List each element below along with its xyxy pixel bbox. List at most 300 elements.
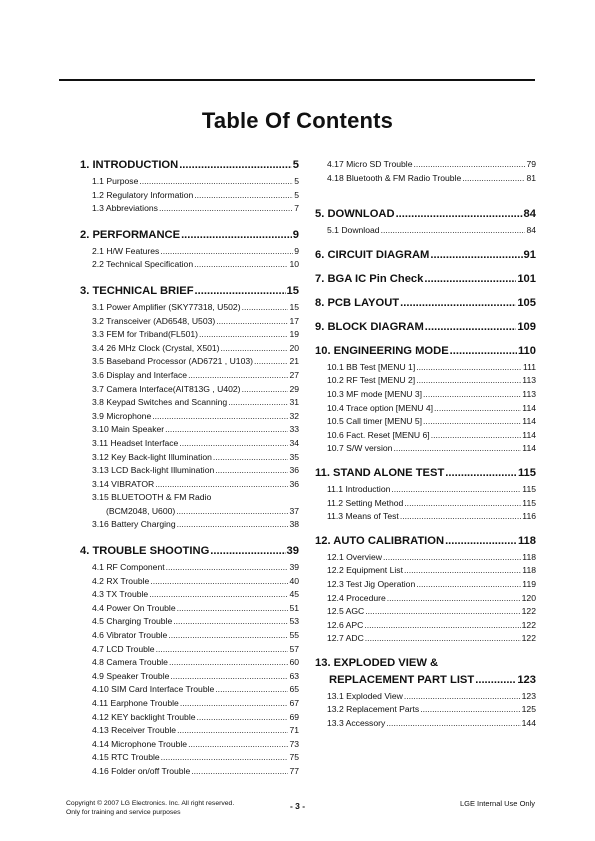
toc-entry-leader	[221, 342, 289, 356]
toc-heading-leader	[425, 320, 517, 334]
toc-entry-leader	[423, 415, 521, 429]
toc-heading-page: 9	[292, 228, 299, 241]
toc-entry	[315, 717, 536, 731]
toc-entry	[80, 575, 299, 589]
toc-entry-leader	[462, 172, 525, 186]
toc-entry-leader	[242, 383, 289, 397]
toc-heading-label: 11. STAND ALONE TEST	[315, 466, 445, 479]
toc-entry-page: 57	[289, 643, 299, 654]
toc-entry-leader	[387, 592, 521, 606]
toc-entry-leader	[177, 724, 288, 738]
toc-section	[315, 207, 536, 238]
toc-entry	[315, 551, 536, 565]
toc-entry-label: 13.2 Replacement Parts	[327, 704, 420, 715]
toc-entry-page: 38	[289, 519, 299, 530]
toc-entry-label: 3.13 LCD Back-light Illumination	[92, 465, 215, 476]
toc-entry-leader	[150, 575, 288, 589]
toc-heading	[80, 544, 299, 558]
toc-heading	[80, 158, 299, 172]
toc-entry	[80, 189, 299, 203]
toc-entry	[80, 697, 299, 711]
toc-entry-label: 12.2 Equipment List	[327, 565, 403, 576]
toc-entry-label: 12.4 Procedure	[327, 592, 386, 603]
toc-entry-leader	[404, 564, 521, 578]
toc-entry	[80, 396, 299, 410]
toc-entry-page: 115	[522, 497, 536, 508]
toc-entry-label: 1.3 Abbreviations	[92, 203, 158, 214]
toc-entry-page: 114	[522, 416, 536, 427]
toc-entry-label: 3.9 Microphone	[92, 410, 152, 421]
toc-entry	[315, 388, 536, 402]
toc-entry-leader	[152, 410, 288, 424]
toc-heading	[315, 320, 536, 334]
toc-entry	[80, 369, 299, 383]
toc-entry	[80, 410, 299, 424]
page-number: - 3 -	[289, 801, 306, 811]
footer-internal: LGE Internal Use Only	[459, 799, 535, 808]
toc-entry	[80, 315, 299, 329]
toc-entry	[80, 656, 299, 670]
toc-entry-page: 122	[521, 633, 536, 644]
toc-heading-label: 4. TROUBLE SHOOTING	[80, 545, 210, 558]
toc-entry-page: 69	[289, 711, 299, 722]
toc-heading-leader	[210, 544, 285, 558]
toc-entry-page: 73	[289, 738, 299, 749]
toc-heading-leader	[400, 296, 516, 310]
toc-entry-label: 4.10 SIM Card Interface Trouble	[92, 684, 215, 695]
toc-entry-label: 11.2 Setting Method	[327, 497, 404, 508]
toc-entry-leader	[215, 683, 288, 697]
toc-heading-page: 115	[517, 466, 536, 479]
toc-entry	[315, 172, 536, 186]
toc-entry-leader	[169, 656, 288, 670]
toc-entry-label: 4.4 Power On Trouble	[92, 602, 176, 613]
toc-entry-leader	[168, 629, 288, 643]
toc-entry-page: 144	[521, 718, 536, 729]
toc-heading	[315, 272, 536, 286]
toc-entry	[80, 301, 299, 315]
toc-entry	[315, 429, 536, 443]
toc-entry-page: 5	[294, 189, 299, 200]
toc-entry	[80, 437, 299, 451]
toc-entry-page: 115	[522, 483, 536, 494]
toc-heading-page: 101	[517, 272, 536, 285]
toc-entry	[315, 442, 536, 456]
toc-entry-leader	[166, 561, 289, 575]
toc-entry-label: 3.10 Main Speaker	[92, 424, 165, 435]
toc-entry	[80, 175, 299, 189]
toc-entry-page: 27	[289, 369, 299, 380]
toc-entry-page: 19	[289, 329, 299, 340]
toc-entry-label: 4.2 RX Trouble	[92, 575, 150, 586]
toc-entry-label: 3.14 VIBRATOR	[92, 478, 155, 489]
toc-entry	[315, 605, 536, 619]
toc-entry-label: 4.8 Camera Trouble	[92, 657, 168, 668]
toc-heading-page: 118	[517, 534, 536, 547]
toc-entry-label: 4.12 KEY backlight Trouble	[92, 711, 196, 722]
toc-heading-page: 109	[517, 320, 536, 333]
toc-heading-cont-page: 123	[517, 673, 536, 686]
toc-entry-page: 40	[289, 575, 299, 586]
toc-entry	[80, 245, 299, 259]
toc-entry	[80, 643, 299, 657]
toc-heading-label: 12. AUTO CALIBRATION	[315, 534, 445, 547]
toc-heading	[315, 296, 536, 310]
toc-entry-leader	[179, 437, 288, 451]
toc-entry-leader	[254, 355, 288, 369]
toc-heading	[315, 207, 536, 221]
toc-heading: 13. EXPLODED VIEW &	[315, 656, 439, 669]
toc-entry-label: 2.2 Technical Specification	[92, 259, 194, 270]
toc-entry-page: 81	[526, 172, 536, 183]
toc-entry	[315, 483, 536, 497]
toc-entry	[80, 202, 299, 216]
toc-entry-page: 113	[522, 375, 536, 386]
toc-entry-page: 119	[522, 578, 536, 589]
toc-entry-page: 113	[522, 388, 536, 399]
toc-entry-label: 3.8 Keypad Switches and Scanning	[92, 397, 228, 408]
toc-entry-leader	[228, 396, 288, 410]
toc-entry	[80, 670, 299, 684]
toc-entry	[80, 451, 299, 465]
toc-entry	[315, 578, 536, 592]
toc-section	[315, 320, 536, 334]
toc-entry-label: 5.1 Download	[327, 225, 380, 236]
toc-entry-page: 122	[521, 606, 536, 617]
toc-entry-leader	[215, 464, 288, 478]
toc-heading-page: 110	[517, 344, 536, 357]
toc-heading	[315, 466, 536, 480]
toc-section	[80, 544, 299, 779]
toc-section	[315, 158, 536, 185]
toc-entry-cont	[80, 505, 299, 519]
toc-heading-label: 9. BLOCK DIAGRAM	[315, 320, 424, 333]
toc-heading-leader	[181, 228, 292, 242]
toc-entry-leader	[365, 632, 521, 646]
toc-left-column	[80, 148, 299, 779]
footer-usage-line: Only for training and service purposes	[66, 809, 181, 816]
toc-heading-leader	[445, 534, 517, 548]
toc-entry	[315, 703, 536, 717]
toc-entry-label: 4.6 Vibrator Trouble	[92, 630, 168, 641]
toc-heading-leader	[430, 248, 522, 262]
toc-entry-leader	[160, 245, 293, 259]
toc-entry-page: 111	[522, 361, 536, 372]
toc-entry-page: 67	[289, 698, 299, 708]
toc-entry-label: 3.7 Camera Interface(AIT813G , U402)	[92, 383, 241, 394]
toc-entry-label: 4.11 Earphone Trouble	[92, 698, 179, 708]
toc-entry-label: 13.1 Exploded View	[327, 690, 403, 701]
toc-entry-leader	[173, 615, 288, 629]
toc-entry-leader	[155, 478, 288, 492]
toc-entry-leader	[180, 697, 289, 711]
toc-entry-page: 53	[289, 616, 299, 627]
toc-entry	[80, 355, 299, 369]
toc-entry	[315, 510, 536, 524]
toc-entry-label: 4.9 Speaker Trouble	[92, 670, 170, 681]
toc-heading-page: 84	[523, 208, 536, 221]
toc-entry-page: 125	[521, 704, 536, 715]
toc-entry-leader	[197, 711, 289, 725]
toc-entry-page: 118	[522, 551, 536, 562]
toc-entry	[315, 619, 536, 633]
toc-entry-label: 3.5 Baseband Processor (AD6721 , U103)	[92, 356, 253, 367]
toc-entry	[315, 632, 536, 646]
toc-entry-label: 4.3 TX Trouble	[92, 589, 149, 600]
toc-entry-page: 9	[294, 245, 299, 256]
toc-entry	[80, 724, 299, 738]
toc-entry	[80, 751, 299, 765]
toc-entry	[315, 361, 536, 375]
toc-entry-leader	[194, 189, 293, 203]
toc-section	[315, 272, 536, 286]
toc-entry	[80, 423, 299, 437]
toc-entry-page: 10	[289, 259, 299, 270]
toc-entry-leader	[404, 497, 521, 511]
toc-entry-page: 118	[522, 565, 536, 576]
toc-section	[80, 228, 299, 272]
toc-entry-label: 4.18 Bluetooth & FM Radio Trouble	[327, 172, 462, 183]
toc-entry-page: 120	[521, 592, 536, 603]
toc-entry	[80, 683, 299, 697]
toc-entry-leader	[414, 158, 526, 172]
toc-entry-page: 75	[289, 752, 299, 763]
toc-entry-cont-label: (BCM2048, U600)	[106, 505, 176, 516]
toc-entry-page: 33	[289, 424, 299, 435]
toc-heading-label: 2. PERFORMANCE	[80, 228, 181, 241]
toc-entry-label: 10.1 BB Test [MENU 1]	[327, 361, 416, 372]
toc-entry-page: 114	[522, 429, 536, 440]
toc-entry-label: 10.5 Call timer [MENU 5]	[327, 416, 423, 427]
page-title: Table Of Contents	[201, 108, 394, 133]
toc-heading	[315, 344, 536, 358]
toc-entry-label: 2.1 H/W Features	[92, 245, 160, 256]
footer-copyright-line: Copyright © 2007 LG Electronics. Inc. All right reserved.	[66, 800, 235, 807]
toc-entry-label: 4.1 RF Component	[92, 562, 165, 573]
toc-heading	[315, 534, 536, 548]
toc-entry-cont-page: 37	[289, 505, 299, 516]
toc-entry-leader	[416, 374, 521, 388]
toc-entry-label: 4.13 Receiver Trouble	[92, 725, 177, 736]
toc-entry-label: 10.3 MF mode [MENU 3]	[327, 388, 423, 399]
toc-entry-leader	[194, 258, 288, 272]
toc-heading-label: 6. CIRCUIT DIAGRAM	[315, 248, 430, 261]
toc-entry-leader	[165, 423, 288, 437]
toc-entry	[315, 158, 536, 172]
toc-entry-leader	[383, 551, 521, 565]
toc-heading-label: 8. PCB LAYOUT	[315, 296, 400, 309]
toc-entry	[80, 738, 299, 752]
toc-entry	[80, 629, 299, 643]
toc-entry-label: 4.5 Charging Trouble	[92, 616, 173, 627]
toc-heading-page: 91	[523, 248, 536, 261]
toc-entry-label: 10.6 Fact. Reset [MENU 6]	[327, 429, 430, 440]
toc-heading-page: 39	[286, 545, 299, 558]
toc-entry-label: 3.2 Transceiver (AD6548, U503)	[92, 315, 216, 326]
toc-heading-label: 10. ENGINEERING MODE	[315, 344, 449, 357]
toc-section	[315, 656, 536, 731]
toc-heading-page: 5	[292, 159, 299, 171]
toc-entry-leader	[416, 361, 522, 375]
toc-entry-label: 4.14 Microphone Trouble	[92, 738, 188, 749]
toc-entry-label: 4.16 Folder on/off Trouble	[92, 765, 191, 776]
toc-entry-page: 20	[289, 342, 299, 353]
toc-section	[315, 248, 536, 262]
toc-entry-leader	[156, 643, 289, 657]
toc-entry-leader	[420, 703, 520, 717]
toc-entry-leader	[188, 738, 288, 752]
toc-heading-leader	[445, 466, 517, 480]
toc-entry-label: 3.3 FEM for Triband(FL501)	[92, 329, 199, 340]
toc-entry-label: 3.1 Power Amplifier (SKY77318, U502)	[92, 301, 241, 312]
toc-heading-leader	[396, 207, 523, 221]
toc-entry	[315, 415, 536, 429]
toc-entry-label: 1.2 Regulatory Information	[92, 189, 194, 200]
toc-entry-page: 123	[521, 690, 536, 701]
toc-heading-leader	[195, 284, 286, 298]
toc-entry	[80, 765, 299, 779]
toc-entry-page: 114	[522, 402, 536, 413]
toc-entry-page: 71	[289, 725, 299, 736]
toc-entry-label: 4.15 RTC Trouble	[92, 752, 160, 763]
toc-entry-page: 21	[289, 356, 299, 367]
toc-entry	[80, 258, 299, 272]
toc-entry	[80, 561, 299, 575]
toc-entry-page: 114	[522, 443, 536, 454]
toc-entry-label: 10.4 Trace option [MENU 4]	[327, 402, 434, 413]
toc-entry-leader	[404, 690, 521, 704]
toc-entry-label: 12.6 APC	[327, 619, 364, 630]
toc-entry	[80, 464, 299, 478]
toc-entry-page: 29	[289, 383, 299, 394]
toc-section	[315, 534, 536, 646]
toc-entry-label: 3.11 Headset Interface	[92, 437, 179, 448]
toc-entry-page: 84	[526, 225, 536, 236]
toc-heading-cont-leader	[475, 673, 516, 687]
toc-heading-page: 105	[517, 296, 536, 309]
toc-section	[315, 466, 536, 524]
toc-entry-cont-leader	[176, 505, 288, 519]
toc-entry: 3.15 BLUETOOTH & FM Radio	[92, 492, 212, 503]
toc-entry	[315, 402, 536, 416]
toc-entry-leader	[161, 751, 289, 765]
toc-section	[315, 296, 536, 310]
toc-heading-cont-label: REPLACEMENT PART LIST	[329, 673, 475, 686]
toc-entry-page: 77	[289, 765, 299, 776]
toc-entry-page: 34	[289, 437, 299, 448]
toc-heading-leader	[179, 158, 292, 172]
toc-entry-leader	[188, 369, 288, 383]
toc-entry-leader	[149, 588, 288, 602]
toc-entry-page: 51	[289, 602, 299, 613]
toc-entry-label: 13.3 Accessory	[327, 718, 386, 729]
toc-entry-label: 10.7 S/W version	[327, 443, 393, 454]
toc-entry	[80, 328, 299, 342]
toc-entry-label: 3.6 Display and Interface	[92, 369, 188, 380]
toc-entry-leader	[386, 717, 520, 731]
toc-entry	[80, 478, 299, 492]
toc-entry-label: 11.3 Means of Test	[327, 511, 399, 522]
toc-heading-page: 15	[286, 284, 299, 297]
toc-heading-cont	[315, 673, 536, 687]
toc-entry	[80, 711, 299, 725]
toc-entry	[80, 615, 299, 629]
toc-section	[80, 158, 299, 216]
toc-entry-page: 79	[526, 159, 536, 169]
toc-entry-page: 45	[289, 589, 299, 600]
toc-entry-label: 1.1 Purpose	[92, 176, 139, 186]
toc-entry-page: 32	[289, 410, 299, 421]
toc-entry-leader	[434, 402, 521, 416]
toc-heading-label: 3. TECHNICAL BRIEF	[80, 284, 194, 297]
toc-entry-label: 3.12 Key Back-light Illumination	[92, 451, 212, 462]
toc-entry-leader	[216, 315, 288, 329]
toc-entry	[315, 497, 536, 511]
toc-entry	[80, 342, 299, 356]
toc-entry	[80, 588, 299, 602]
toc-entry-label: 12.7 ADC	[327, 633, 364, 644]
toc-entry-page: 63	[289, 670, 299, 681]
toc-entry-leader	[139, 175, 293, 189]
toc-entry-leader	[177, 602, 289, 616]
toc-entry	[80, 602, 299, 616]
toc-section	[80, 284, 299, 532]
toc-heading-label: 1. INTRODUCTION	[80, 159, 179, 171]
toc-heading	[315, 248, 536, 262]
toc-entry-leader	[381, 224, 526, 238]
toc-entry-page: 31	[289, 397, 299, 408]
toc-heading-leader	[450, 344, 517, 358]
toc-entry	[315, 374, 536, 388]
toc-entry-leader	[431, 429, 522, 443]
toc-entry-label: 12.5 AGC	[327, 606, 365, 617]
toc-entry-leader	[416, 578, 521, 592]
toc-entry	[80, 383, 299, 397]
toc-heading-label: 7. BGA IC Pin Check	[315, 272, 424, 285]
toc-entry-page: 15	[289, 301, 299, 312]
toc-entry-page: 36	[289, 465, 299, 476]
toc-entry-page: 55	[289, 630, 299, 641]
toc-entry-label: 11.1 Introduction	[327, 483, 391, 494]
toc-entry-leader	[365, 605, 520, 619]
toc-entry-label: 3.16 Battery Charging	[92, 519, 176, 530]
toc-entry-leader	[400, 510, 521, 524]
toc-entry-leader	[242, 301, 289, 315]
toc-heading	[80, 284, 299, 298]
toc-heading	[80, 228, 299, 242]
toc-entry-leader	[199, 328, 288, 342]
toc-entry-page: 60	[289, 657, 299, 668]
toc-entry-page: 122	[521, 619, 536, 630]
toc-entry-leader	[423, 388, 521, 402]
toc-entry	[315, 564, 536, 578]
toc-entry-label: 10.2 RF Test [MENU 2]	[327, 375, 416, 386]
toc-entry	[315, 224, 536, 238]
toc-entry-leader	[177, 518, 289, 532]
toc-entry-label: 4.17 Micro SD Trouble	[327, 159, 413, 169]
toc-entry-label: 12.1 Overview	[327, 551, 382, 562]
toc-entry-label: 4.7 LCD Trouble	[92, 643, 155, 654]
toc-entry-leader	[213, 451, 289, 465]
toc-entry	[315, 592, 536, 606]
toc-entry-leader	[170, 670, 288, 684]
toc-entry	[315, 690, 536, 704]
toc-entry-page: 7	[294, 203, 299, 214]
toc-entry-page: 17	[289, 315, 299, 326]
toc-entry-page: 39	[289, 562, 299, 573]
toc-entry-leader	[159, 202, 293, 216]
toc-entry	[80, 518, 299, 532]
